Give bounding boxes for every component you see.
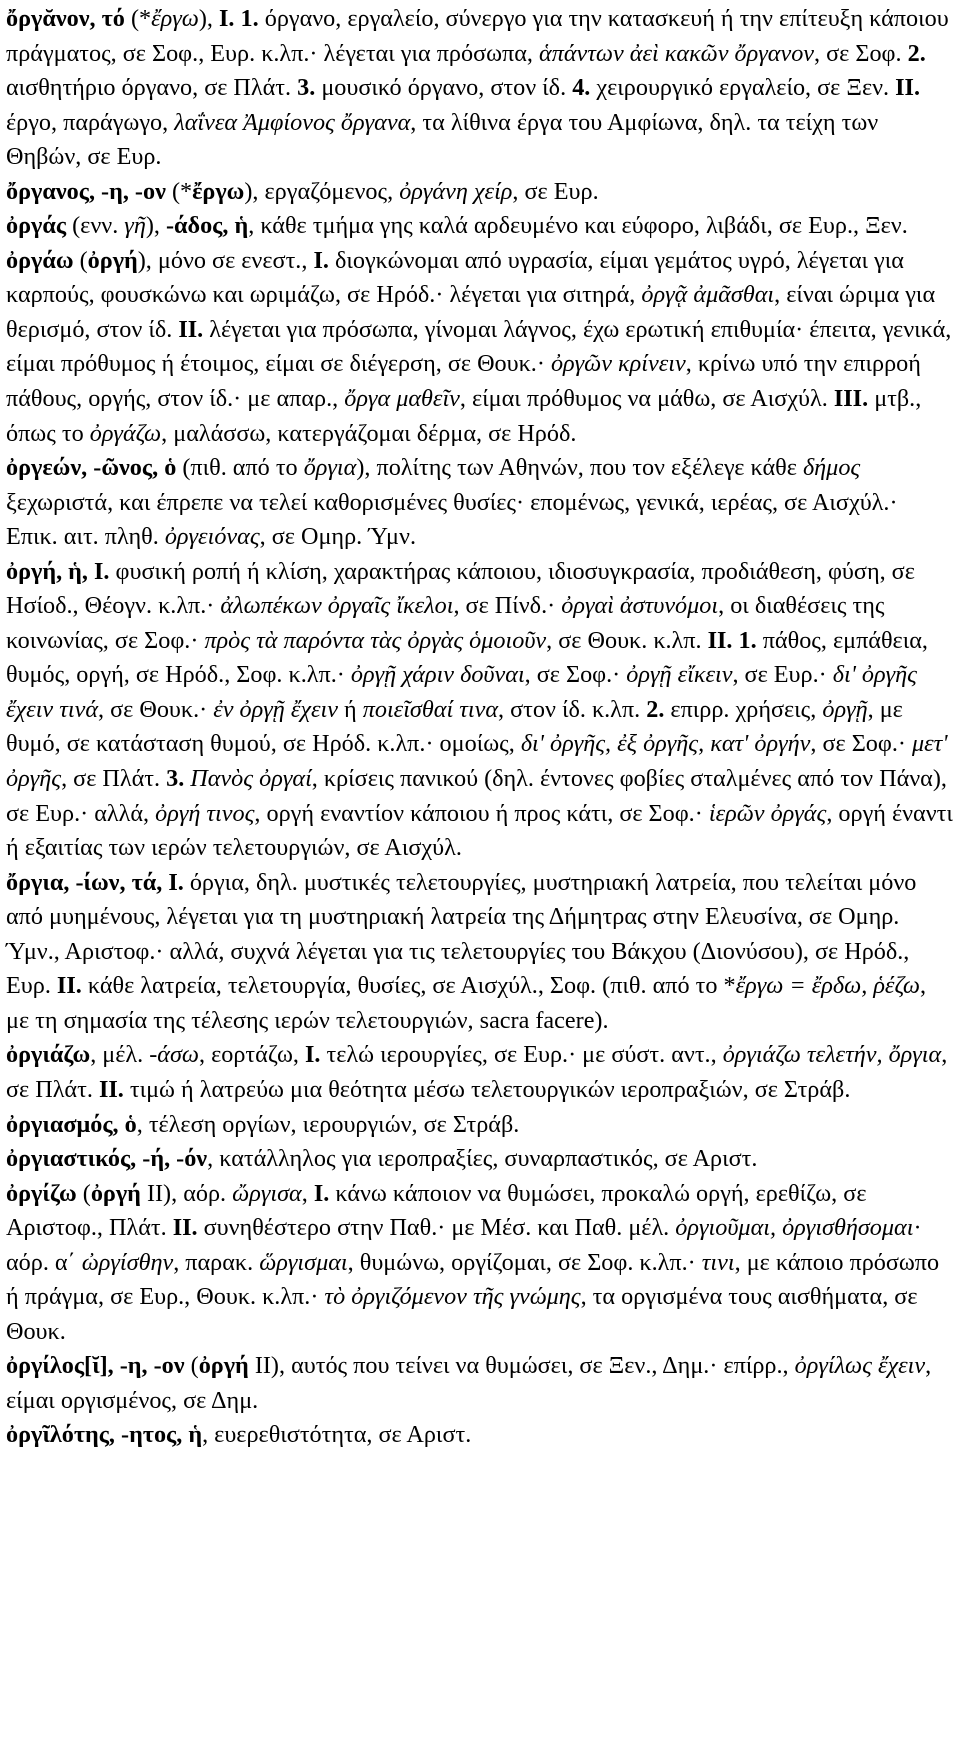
dictionary-entry <box>6 451 954 555</box>
dictionary-entry <box>6 209 954 244</box>
quoted-greek-text: ὥργισμαι <box>259 1248 348 1276</box>
headword-text: II. 1. <box>707 626 757 654</box>
quoted-greek-text: ὠργίσθην <box>81 1248 174 1276</box>
definition-text: , με τη σημασία της τέλεσης ιερών τελετουργιών, sacra facere). <box>6 972 926 1034</box>
dictionary-entry <box>6 866 954 1039</box>
quoted-greek-text: τινι <box>701 1248 735 1276</box>
quoted-greek-text: ὀργᾷ ἀμᾶσθαι <box>641 281 775 309</box>
quoted-greek-text: ὀργή τινος <box>155 799 255 827</box>
quoted-greek-text: πρὸς τὰ παρόντα τὰς ὀργὰς ὁμοιοῦν <box>204 626 547 654</box>
definition-text: συνηθέστερο στην Παθ.· με Μέσ. και Παθ. μέλ. <box>197 1214 676 1242</box>
definition-text: λέγεται για πρόσωπα, γίνομαι λάγνος, έχω ερωτική επιθυμία· έπειτα, γενικά, είμαι πρόθυμος ή έτοιμος, είμαι σε διέγερση, σε Θουκ.· <box>6 315 952 378</box>
definition-text: , μέλ. <box>90 1041 150 1069</box>
definition-text: , ευερεθιστότητα, σε Αριστ. <box>202 1421 472 1449</box>
headword-text: ὀργή <box>87 246 138 274</box>
definition-text: ( <box>76 1179 91 1207</box>
definition-text: ), <box>145 212 166 240</box>
headword-text: 2. <box>907 39 926 67</box>
quoted-greek-text: ἔργω <box>151 5 199 32</box>
definition-text: όργια, δηλ. μυστικές τελετουργίες, μυστηριακή λατρεία, που τελείται μόνο από μυημένους, λέγεται για τη μυστηριακή λατρεία της Δήμητρας στην Ελευσίνα, σε Ομηρ. Ύμν., Αριστοφ.· αλλά, συχνά λέγεται για τις τελετουργίες του Βάκχου (Διονύσου), σε Ηρόδ., Ευρ. <box>6 868 917 1000</box>
headword-text: I. <box>313 246 329 274</box>
headword-text: II. <box>98 1075 124 1103</box>
definition-text: , σε Θουκ.· <box>98 695 214 723</box>
quoted-greek-text: ὀργῇ εἴκειν <box>626 661 733 689</box>
quoted-greek-text: ἁπάντων ἀεὶ κακῶν ὄργανον <box>539 39 815 67</box>
quoted-greek-text: ὀργειόνας <box>164 523 260 551</box>
definition-text: , κατάλληλος για ιεροπραξίες, συναρπαστικός, σε Αριστ. <box>207 1145 758 1173</box>
headword-text: ὀργάω <box>6 246 74 274</box>
quoted-greek-text: μετ' ὀργῆς <box>6 730 948 793</box>
quoted-greek-text: δι' ὀργῆς, ἐξ ὀργῆς, κατ' ὀργήν <box>520 730 811 758</box>
dictionary-entry <box>6 1142 954 1177</box>
definition-text: , τα λίθινα έργα του Αμφίωνα, δηλ. τα τείχη των Θηβών, σε Ευρ. <box>6 108 879 171</box>
quoted-greek-text: ὀργάζω <box>89 419 162 447</box>
dictionary-entry <box>6 2 954 175</box>
dictionary-entry <box>6 175 954 210</box>
definition-text: , σε Ευρ.· <box>732 661 833 689</box>
quoted-greek-text: ὀργῇ χάριν δοῦναι <box>350 661 525 689</box>
definition-text: , τα οργισμένα τους αισθήματα, σε Θουκ. <box>6 1283 918 1345</box>
quoted-greek-text: ὀργιοῦμαι, ὀργισθήσομαι <box>675 1214 914 1242</box>
definition-text: , μαλάσσω, κατεργάζομαι δέρμα, σε Ηρόδ. <box>161 419 577 447</box>
headword-text: ὀργιασμός, ὁ <box>6 1110 137 1138</box>
headword-text: I. <box>304 1041 321 1069</box>
definition-text: κάνω κάποιον να θυμώσει, προκαλώ οργή, ερεθίζω, σε Αριστοφ., Πλάτ. <box>6 1179 867 1242</box>
definition-text: , εορτάζω, <box>199 1041 305 1069</box>
definition-text: II), αόρ. <box>140 1179 233 1207</box>
definition-text: , σε Σοφ. <box>814 39 908 67</box>
quoted-greek-text: ὀργιάζω τελετήν, ὄργια <box>722 1041 942 1069</box>
definition-text: , <box>301 1179 314 1207</box>
definition-text: έργο, παράγωγο, <box>6 108 175 136</box>
dictionary-entry <box>6 1038 954 1107</box>
headword-text: ὄργᾰνον, τό <box>6 5 125 32</box>
definition-text: , σε Ευρ. <box>512 177 599 205</box>
dictionary-entry <box>6 244 954 451</box>
quoted-greek-text: δι' ὀργῆς ἔχειν τινά <box>6 661 917 723</box>
dictionary-entry <box>6 1108 954 1143</box>
definition-text: ), πολίτης των Αθηνών, που τον εξέλεγε κάθε <box>356 454 803 482</box>
definition-text: πάθος, εμπάθεια, θυμός, οργή, σε Ηρόδ., Σοφ. κ.λπ.· <box>6 626 928 689</box>
headword-text: ὀργιάζω <box>6 1041 91 1069</box>
headword-text: II. <box>56 972 82 1000</box>
definition-text: , είναι ώριμα για θερισμό, στον ίδ. <box>6 281 936 343</box>
definition-text: κάθε λατρεία, τελετουργία, θυσίες, σε Αισχύλ., Σοφ. (πιθ. από το * <box>81 972 736 1000</box>
headword-text: III. <box>833 385 869 413</box>
definition-text: , στον ίδ. κ.λπ. <box>498 695 647 723</box>
quoted-greek-text: ὀργαὶ ἀστυνόμοι <box>561 592 719 620</box>
definition-text: , κρίσεις πανικού (δηλ. έντονες φοβίες σταλμένες από τον Πάνα), σε Ευρ.· αλλά, <box>6 765 947 827</box>
definition-text: , σε Πλάτ. <box>61 765 167 793</box>
definition-text: , τέλεση οργίων, ιερουργιών, σε Στράβ. <box>136 1110 520 1138</box>
definition-text: , θυμώνω, οργίζομαι, σε Σοφ. κ.λπ.· <box>347 1248 702 1276</box>
definition-text: , οργή εναντίον κάποιου ή προς κάτι, σε Σοφ.· <box>254 799 709 827</box>
quoted-greek-text: τὸ ὀργιζόμενον τῆς γνώμης <box>324 1283 581 1311</box>
quoted-greek-text: ὀργίλως ἔχειν <box>794 1352 926 1380</box>
quoted-greek-text: ὄργα μαθεῖν <box>344 385 460 413</box>
definition-text: ( <box>73 246 88 274</box>
headword-text: 4. <box>572 74 591 102</box>
definition-text: επιρρ. χρήσεις, <box>664 695 823 723</box>
quoted-greek-text: ἐν ὀργῇ ἔχειν <box>213 695 338 723</box>
headword-text: I. 1. <box>219 5 259 32</box>
headword-text: ὄργανος, -η, -ον <box>6 177 166 205</box>
quoted-greek-text: ὀργάνη χείρ <box>399 177 513 205</box>
definition-text: , σε Σοφ.· <box>524 661 627 689</box>
definition-text: , είμαι οργισμένος, σε Δημ. <box>6 1352 932 1414</box>
quoted-greek-text: ποιεῖσθαί τινα <box>362 695 499 723</box>
dictionary-entry <box>6 555 954 866</box>
definition-text: (ενν. <box>66 212 125 240</box>
headword-text: ὀργή, ἡ, I. <box>6 557 110 585</box>
definition-text: , κάθε τμήμα γης καλά αρδευμένο και εύφορο, λιβάδι, σε Ευρ., Ξεν. <box>248 212 908 240</box>
headword-text: ὀργῖλότης, -ητος, ἡ <box>6 1421 203 1449</box>
headword-text: II. <box>178 315 204 343</box>
headword-text: II. <box>172 1214 198 1242</box>
headword-text: 3. <box>297 74 316 102</box>
headword-text: I. <box>313 1179 330 1207</box>
definition-text: ), μόνο σε ενεστ., <box>137 246 314 274</box>
quoted-greek-text: ἀλωπέκων ὀργαῖς ἴκελοι <box>220 592 454 620</box>
definition-text: ή <box>338 695 363 723</box>
dictionary-entry <box>6 1418 954 1453</box>
definition-text: , κρίνω υπό την επιρροή πάθους, οργής, στον ίδ.· με απαρ., <box>6 350 921 413</box>
quoted-greek-text: ἔργω = ἔρδω, ῥέζω <box>735 972 920 1000</box>
headword-text: ὀργίλος[ῐ], -η, -ον <box>6 1352 185 1380</box>
quoted-greek-text: γῆ <box>124 212 146 240</box>
headword-text: ὀργιαστικός, -ή, -όν <box>6 1145 208 1173</box>
definition-text: (* <box>165 177 193 205</box>
headword-text: -άδος, ἡ <box>165 212 249 240</box>
definition-text: ), <box>198 5 220 32</box>
definition-text: (πιθ. από το <box>176 454 304 482</box>
definition-text: ξεχωριστά, και έπρεπε να τελεί καθορισμένες θυσίες· επομένως, γενικά, ιερέας, σε Αισχύλ.· Επικ. αιτ. πληθ. <box>6 488 898 551</box>
definition-text: αισθητήριο όργανο, σε Πλάτ. <box>6 74 298 102</box>
headword-text: 2. <box>646 695 665 723</box>
definition-text: , σε Πίνδ.· <box>453 592 562 620</box>
quoted-greek-text: ὄργια <box>303 454 357 482</box>
definition-text: , σε Θουκ. κ.λπ. <box>546 626 708 654</box>
definition-text: , σε Πλάτ. <box>6 1041 948 1103</box>
definition-text: , οι διαθέσεις της κοινωνίας, σε Σοφ.· <box>6 592 885 654</box>
definition-text: τελώ ιερουργίες, σε Ευρ.· με σύστ. αντ., <box>320 1041 723 1069</box>
definition-text: · αόρ. α΄ <box>6 1214 922 1276</box>
definition-text: ( <box>184 1352 199 1380</box>
quoted-greek-text: ὤργισα <box>232 1179 302 1207</box>
definition-text: φυσική ροπή ή κλίση, χαρακτήρας κάποιου, ιδιοσυγκρασία, προδιάθεση, φύση, σε Ησίοδ., Θέογν. κ.λπ.· <box>6 557 915 620</box>
quoted-greek-text: ὀργῇ <box>822 695 868 723</box>
definition-text: ), εργαζόμενος, <box>244 177 400 205</box>
definition-text: , με θυμό, σε κατάσταση θυμού, σε Ηρόδ. κ.λπ.· ομοίως, <box>6 695 903 758</box>
headword-text: ὀργεών, -ῶνος, ὁ <box>6 454 177 482</box>
definition-text: (* <box>124 5 152 32</box>
definition-text: διογκώνομαι από υγρασία, είμαι γεμάτος υγρό, λέγεται για καρπούς, φουσκώνω και ωριμάζω, σε Ηρόδ.· λέγεται για σιτηρά, <box>6 246 904 309</box>
definition-text: όργανο, εργαλείο, σύνεργο για την κατασκευή ή την επίτευξη κάποιου πράγματος, σε Σοφ., Ευρ. κ.λπ.· λέγεται για πρόσωπα, <box>6 5 949 67</box>
definition-text: , με κάποιο πρόσωπο ή πράγμα, σε Ευρ., Θουκ. κ.λπ.· <box>6 1248 940 1311</box>
definition-text: , σε Σοφ.· <box>810 730 912 758</box>
definition-text: , είμαι πρόθυμος να μάθω, σε Αισχύλ. <box>459 385 834 413</box>
definition-text: τιμώ ή λατρεύω μια θεότητα μέσω τελετουργικών ιεροπραξιών, σε Στράβ. <box>123 1075 851 1103</box>
headword-text: ὀργή <box>198 1352 249 1380</box>
headword-text: II. <box>895 74 921 102</box>
dictionary-entry <box>6 1177 954 1350</box>
quoted-greek-text: ἱερῶν ὀργάς <box>708 799 827 827</box>
headword-text: ὄργια, -ίων, τά, I. <box>6 868 184 896</box>
headword-text: ὀργάς <box>6 212 67 240</box>
definition-text: χειρουργικό εργαλείο, σε Ξεν. <box>590 74 896 102</box>
quoted-greek-text: δήμος <box>802 454 861 482</box>
definition-text: , παρακ. <box>173 1248 260 1276</box>
quoted-greek-text: -άσω <box>149 1041 200 1069</box>
definition-text: , σε Ομηρ. Ύμν. <box>259 523 417 551</box>
dictionary-entry <box>6 1349 954 1418</box>
definition-text: μτβ., όπως το <box>6 385 922 447</box>
headword-text: ὀργή <box>90 1179 141 1207</box>
quoted-greek-text: ὀργῶν κρίνειν <box>550 350 686 378</box>
definition-text: II), αυτός που τείνει να θυμώσει, σε Ξεν., Δημ.· επίρρ., <box>248 1352 795 1380</box>
quoted-greek-text: Πανὸς ὀργαί <box>190 765 312 793</box>
definition-text: μουσικό όργανο, στον ίδ. <box>315 74 573 102</box>
headword-text: ὀργίζω <box>6 1179 77 1207</box>
quoted-greek-text: λαΐνεα Ἀμφίονος ὄργανα <box>174 108 411 136</box>
definition-text: , οργή έναντι ή εξαιτίας των ιερών τελετουργιών, σε Αισχύλ. <box>6 799 953 862</box>
headword-text: 3. <box>166 765 185 793</box>
headword-text: ἔργω <box>192 177 245 205</box>
